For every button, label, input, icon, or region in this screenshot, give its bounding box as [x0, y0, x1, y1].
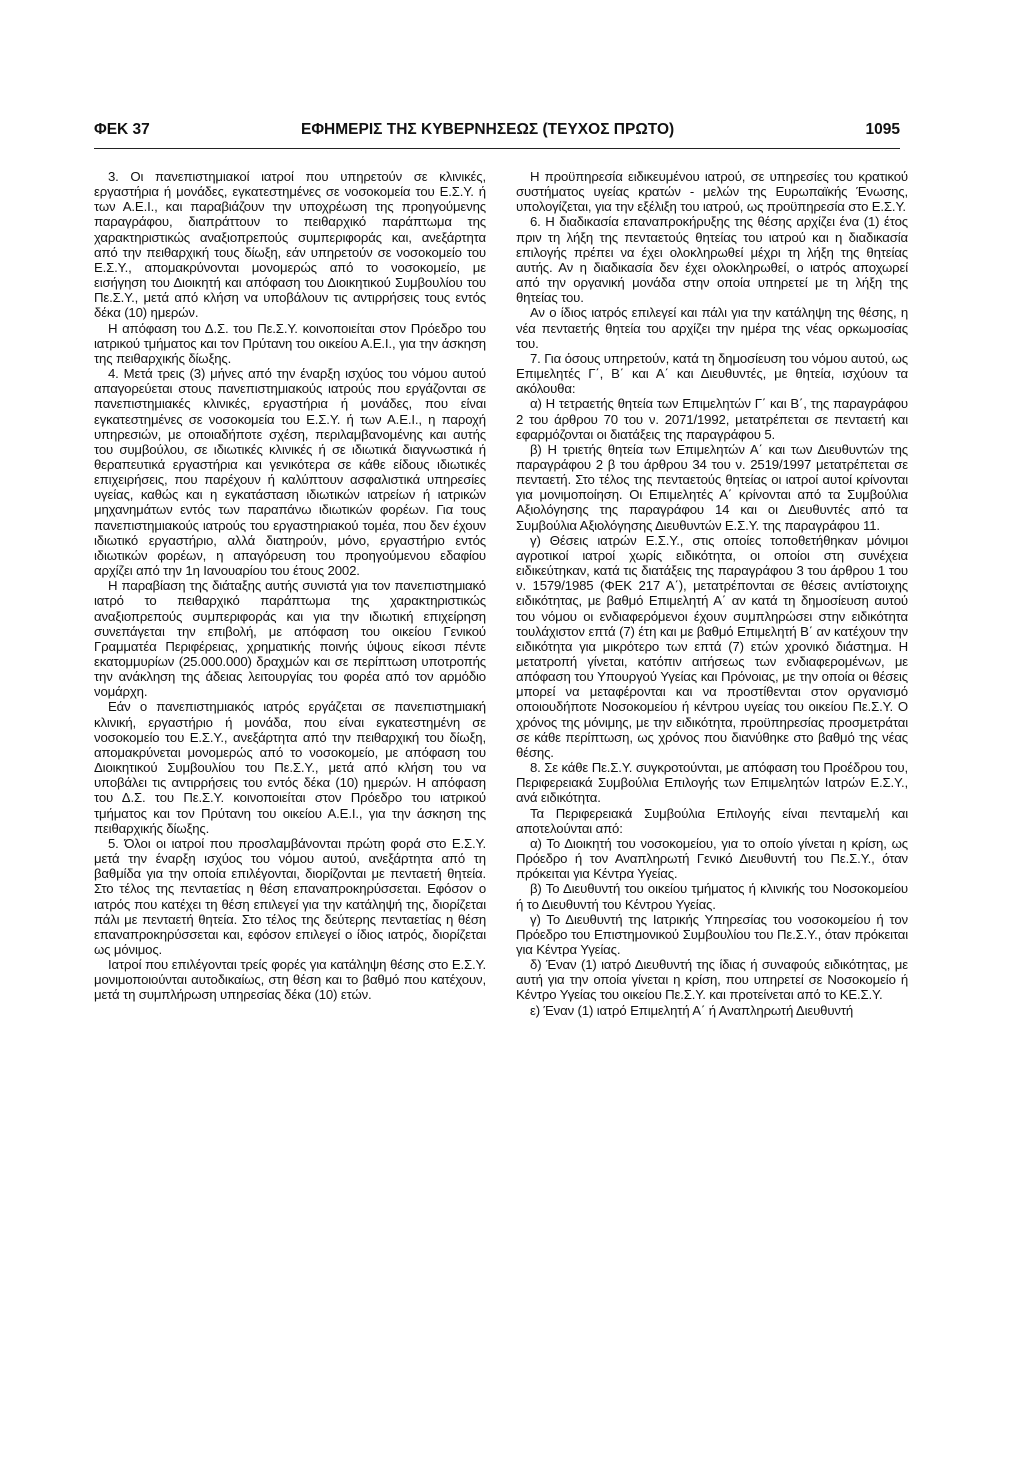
paragraph: Η προϋπηρεσία ειδικευμένου ιατρού, σε υπηρεσίες του κρατικού συστήματος υγείας κρατών - μελών της Ευρωπαϊκής Ένωσης, υπολογίζεται, για την εξέλιξη του ιατρού, ως προϋπηρεσία στο Ε.Σ.Υ.	[516, 169, 908, 215]
paragraph: δ) Έναν (1) ιατρό Διευθυντή της ίδιας ή συναφούς ειδικότητας, με αυτή για την οποία γίνεται η κρίση, που υπηρετεί σε Νοσοκομείο ή Κέντρο Υγείας του οικείου Πε.Σ.Υ. και προτείνεται από το ΚΕ.Σ.Υ.	[516, 957, 908, 1003]
paragraph: Τα Περιφερειακά Συμβούλια Επιλογής είναι πενταμελή και αποτελούνται από:	[516, 805, 908, 836]
paragraph: α) Το Διοικητή του νοσοκομείου, για το οποίο γίνεται η κρίση, ως Πρόεδρο ή τον Αναπληρωτή Γενικό Διευθυντή του Πε.Σ.Υ., όταν πρόκειται για Κέντρα Υγείας.	[516, 835, 908, 882]
paragraph: 5. Όλοι οι ιατροί που προσλαμβάνονται πρώτη φορά στο Ε.Σ.Υ. μετά την έναρξη ισχύος του νόμου αυτού, ανεξάρτητα από τη βαθμίδα για την οποία επιλέγονται, διορίζονται με πενταετή θητεία. Στο τέλος της πενταετίας η θέση επαναπροκηρύσσεται. Εφόσον ο ιατρός που κατέχει τη θέση επιλεγεί για την κατάληψή της, διορίζεται πάλι με πενταετή θητεία. Στο τέλος της δεύτερης πενταετίας η θέση επαναπροκηρύσσεται και, εφόσον επιλεγεί ο ίδιος ιατρός, διορίζεται ως μόνιμος.	[94, 835, 486, 957]
paragraph: 3. Οι πανεπιστημιακοί ιατροί που υπηρετούν σε κλινικές, εργαστήρια ή μονάδες, εγκατεστημένες σε νοσοκομεία του Ε.Σ.Υ. ή των Α.Ε.Ι., και παραβιάζουν την υποχρέωση της προηγούμενης παραγράφου, διαπράττουν το πειθαρχικό παράπτωμα της χαρακτηριστικώς αναξιοπρεπούς συμπεριφοράς και, ανεξάρτητα από την πειθαρχική τους δίωξη, εάν υπηρετούν σε νοσοκομείο του Ε.Σ.Υ., απομακρύνονται μονομερώς από το νοσοκομείο, με εισήγηση του Διοικητή και απόφαση του Διοικητικού Συμβουλίου του Πε.Σ.Υ., μετά από κλήση να υποβάλουν τις αντιρρήσεις τους εντός δέκα (10) ημερών.	[94, 169, 486, 321]
page-header	[94, 121, 900, 145]
paragraph: γ) Θέσεις ιατρών Ε.Σ.Υ., στις οποίες τοποθετήθηκαν μόνιμοι αγροτικοί ιατροί χωρίς ειδικότητα, οι οποίοι στη συνέχεια ειδικεύτηκαν, κατά τις διατάξεις της παραγράφου 3 του άρθρου 1 του ν. 1579/1985 (ΦΕΚ 217 Α΄), μετατρέπονται σε θέσεις αντίστοιχης ειδικότητας, με βαθμό Επιμελητή Α΄ αν κατά τη δημοσίευση αυτού του νόμου οι ενδιαφερόμενοι έχουν συμπληρώσει στην ειδικότητα τουλάχιστον επτά (7) έτη και με βαθμό Επιμελητή Β΄ αν κατέχουν την ειδικότητα για μικρότερο των επτά (7) ετών χρονικό διάστημα. Η μετατροπή γίνεται, κατόπιν αιτήσεως των ενδιαφερομένων, με απόφαση του Υπουργού Υγείας και Πρόνοιας, με την οποία οι θέσεις μπορεί να μεταφέρονται και να προστίθενται στον οργανισμό οποιουδήποτε Νοσοκομείου ή κέντρου υγείας του οικείου Πε.Σ.Υ. Ο χρόνος της μόνιμης, με την ειδικότητα, προϋπηρεσίας προσμετράται σε κάθε περίπτωση, ως χρόνος που διανύθηκε στο βαθμό της νέας θέσης.	[516, 532, 908, 760]
paragraph: Αν ο ίδιος ιατρός επιλεγεί και πάλι για την κατάληψη της θέσης, η νέα πενταετής θητεία του αρχίζει την ημέρα της νέας ορκωμοσίας του.	[516, 305, 908, 351]
paragraph: 4. Μετά τρεις (3) μήνες από την έναρξη ισχύος του νόμου αυτού απαγορεύεται στους πανεπιστημιακούς ιατρούς που εργάζονται σε πανεπιστημιακές κλινικές, εργαστήρια ή μονάδες, που είναι εγκατεστημένες σε νοσοκομεία του Ε.Σ.Υ. ή των Α.Ε.Ι., η παροχή υπηρεσιών, με οποιαδήποτε σχέση, περιλαμβανομένης και αυτής του συμβούλου, σε ιδιωτικές κλινικές ή σε ιδιωτικά διαγνωστικά ή θεραπευτικά εργαστήρια και γενικότερα σε κάθε είδους ιδιωτικές επιχειρήσεις, που παρέχουν ή καλύπτουν ασφαλιστικά υπηρεσίες υγείας, καθώς και η εγκατάσταση ιδιωτικών ιατρείων ή ιατρικών μηχανημάτων εντός των παραπάνω ιδιωτικών φορέων. Για τους πανεπιστημιακούς ιατρούς του εργαστηριακού τομέα, που δεν έχουν ιδιωτικό εργαστήριο, αλλά διατηρούν, μόνο, εργαστήριο εντός ιδιωτικών φορέων, η απαγόρευση του προηγούμενου εδαφίου αρχίζει από την 1η Ιανουαρίου του έτους 2002.	[94, 366, 486, 579]
paragraph: 6. Η διαδικασία επαναπροκήρυξης της θέσης αρχίζει ένα (1) έτος πριν τη λήξη της πενταετούς θητείας του ιατρού και η διαδικασία επιλογής πρέπει να έχει ολοκληρωθεί μέχρι τη λήξη της θητείας αυτής. Αν η διαδικασία δεν έχει ολοκληρωθεί, ο ιατρός αποχωρεί από την οργανική μονάδα στην οποία υπηρετεί με τη λήξη της θητείας του.	[516, 214, 908, 306]
publication-title: ΕΦΗΜΕΡΙΣ ΤΗΣ ΚΥΒΕΡΝΗΣΕΩΣ (ΤΕΥΧΟΣ ΠΡΩΤΟ)	[301, 121, 675, 138]
header-rule	[94, 148, 900, 149]
paragraph: Ιατροί που επιλέγονται τρείς φορές για κατάληψη θέσης στο Ε.Σ.Υ. μονιμοποιούνται αυτοδικαίως, στη θέση και το βαθμό που κατέχουν, μετά τη συμπλήρωση υπηρεσίας δέκα (10) ετών.	[94, 957, 486, 1003]
paragraph: α) Η τετραετής θητεία των Επιμελητών Γ΄ και Β΄, της παραγράφου 2 του άρθρου 70 του ν. 2071/1992, μετατρέπεται σε πενταετή και εφαρμόζονται οι διατάξεις της παραγράφου 5.	[516, 396, 908, 442]
issue-number: ΦΕΚ 37	[94, 121, 150, 138]
left-column	[94, 169, 486, 1003]
paragraph: β) Η τριετής θητεία των Επιμελητών Α΄ και των Διευθυντών της παραγράφου 2 β του άρθρου 34 του ν. 2519/1997 μετατρέπεται σε πενταετή. Στο τέλος της πενταετούς θητείας οι ιατροί αυτοί κρίνονται για μονιμοποίηση. Οι Επιμελητές Α΄ κρίνονται από τα Συμβούλια Αξιολόγησης της παραγράφου 14 και οι Διευθυντές από τα Συμβούλια Αξιολόγησης Διευθυντών Ε.Σ.Υ. της παραγράφου 11.	[516, 441, 908, 533]
right-column	[516, 169, 908, 1018]
page-number: 1095	[865, 121, 900, 138]
paragraph: Η παραβίαση της διάταξης αυτής συνιστά για τον πανεπιστημιακό ιατρό το πειθαρχικό παράπτωμα της χαρακτηριστικώς αναξιοπρεπούς συμπεριφοράς και για την ιδιωτική επιχείρηση συνεπάγεται την επιβολή, με απόφαση του οικείου Γενικού Γραμματέα Περιφέρειας, χρηματικής ποινής ύψους είκοσι πέντε εκατομμυρίων (25.000.000) δραχμών και σε περίπτωση υποτροπής την ανάκληση της άδειας λειτουργίας του φορέα από τον αρμόδιο νομάρχη.	[94, 578, 486, 700]
paragraph: 7. Για όσους υπηρετούν, κατά τη δημοσίευση του νόμου αυτού, ως Επιμελητές Γ΄, Β΄ και Α΄ και Διευθυντές, με θητεία, ισχύουν τα ακόλουθα:	[516, 350, 908, 397]
paragraph: Εάν ο πανεπιστημιακός ιατρός εργάζεται σε πανεπιστημιακή κλινική, εργαστήριο ή μονάδα, που είναι εγκατεστημένη σε νοσοκομείο του Ε.Σ.Υ., ανεξάρτητα από την πειθαρχική του δίωξη, απομακρύνεται μονομερώς από το νοσοκομείο, με απόφαση του Διοικητικού Συμβουλίου του Πε.Σ.Υ., μετά από κλήση του να υποβάλει τις αντιρρήσεις του εντός δέκα (10) ημερών. Η απόφαση του Δ.Σ. του Πε.Σ.Υ. κοινοποιείται στον Πρόεδρο του ιατρικού τμήματος και τον Πρύτανη του οικείου Α.Ε.Ι., για την άσκηση της πειθαρχικής δίωξης.	[94, 699, 486, 836]
paragraph: γ) Το Διευθυντή της Ιατρικής Υπηρεσίας του νοσοκομείου ή τον Πρόεδρο του Επιστημονικού Συμβουλίου του Πε.Σ.Υ., όταν πρόκειται για Κέντρα Υγείας.	[516, 911, 908, 957]
paragraph: β) Το Διευθυντή του οικείου τμήματος ή κλινικής του Νοσοκομείου ή το Διευθυντή του Κέντρου Υγείας.	[516, 881, 908, 912]
paragraph: ε) Έναν (1) ιατρό Επιμελητή Α΄ ή Αναπληρωτή Διευθυντή	[530, 1002, 854, 1018]
paragraph: 8. Σε κάθε Πε.Σ.Υ. συγκροτούνται, με απόφαση του Προέδρου του, Περιφερειακά Συμβούλια Επιλογής των Επιμελητών Ιατρών Ε.Σ.Υ., ανά ειδικότητα.	[516, 760, 908, 806]
paragraph: Η απόφαση του Δ.Σ. του Πε.Σ.Υ. κοινοποιείται στον Πρόεδρο του ιατρικού τμήματος και τον Πρύτανη του οικείου Α.Ε.Ι., για την άσκηση της πειθαρχικής δίωξης.	[94, 320, 486, 366]
